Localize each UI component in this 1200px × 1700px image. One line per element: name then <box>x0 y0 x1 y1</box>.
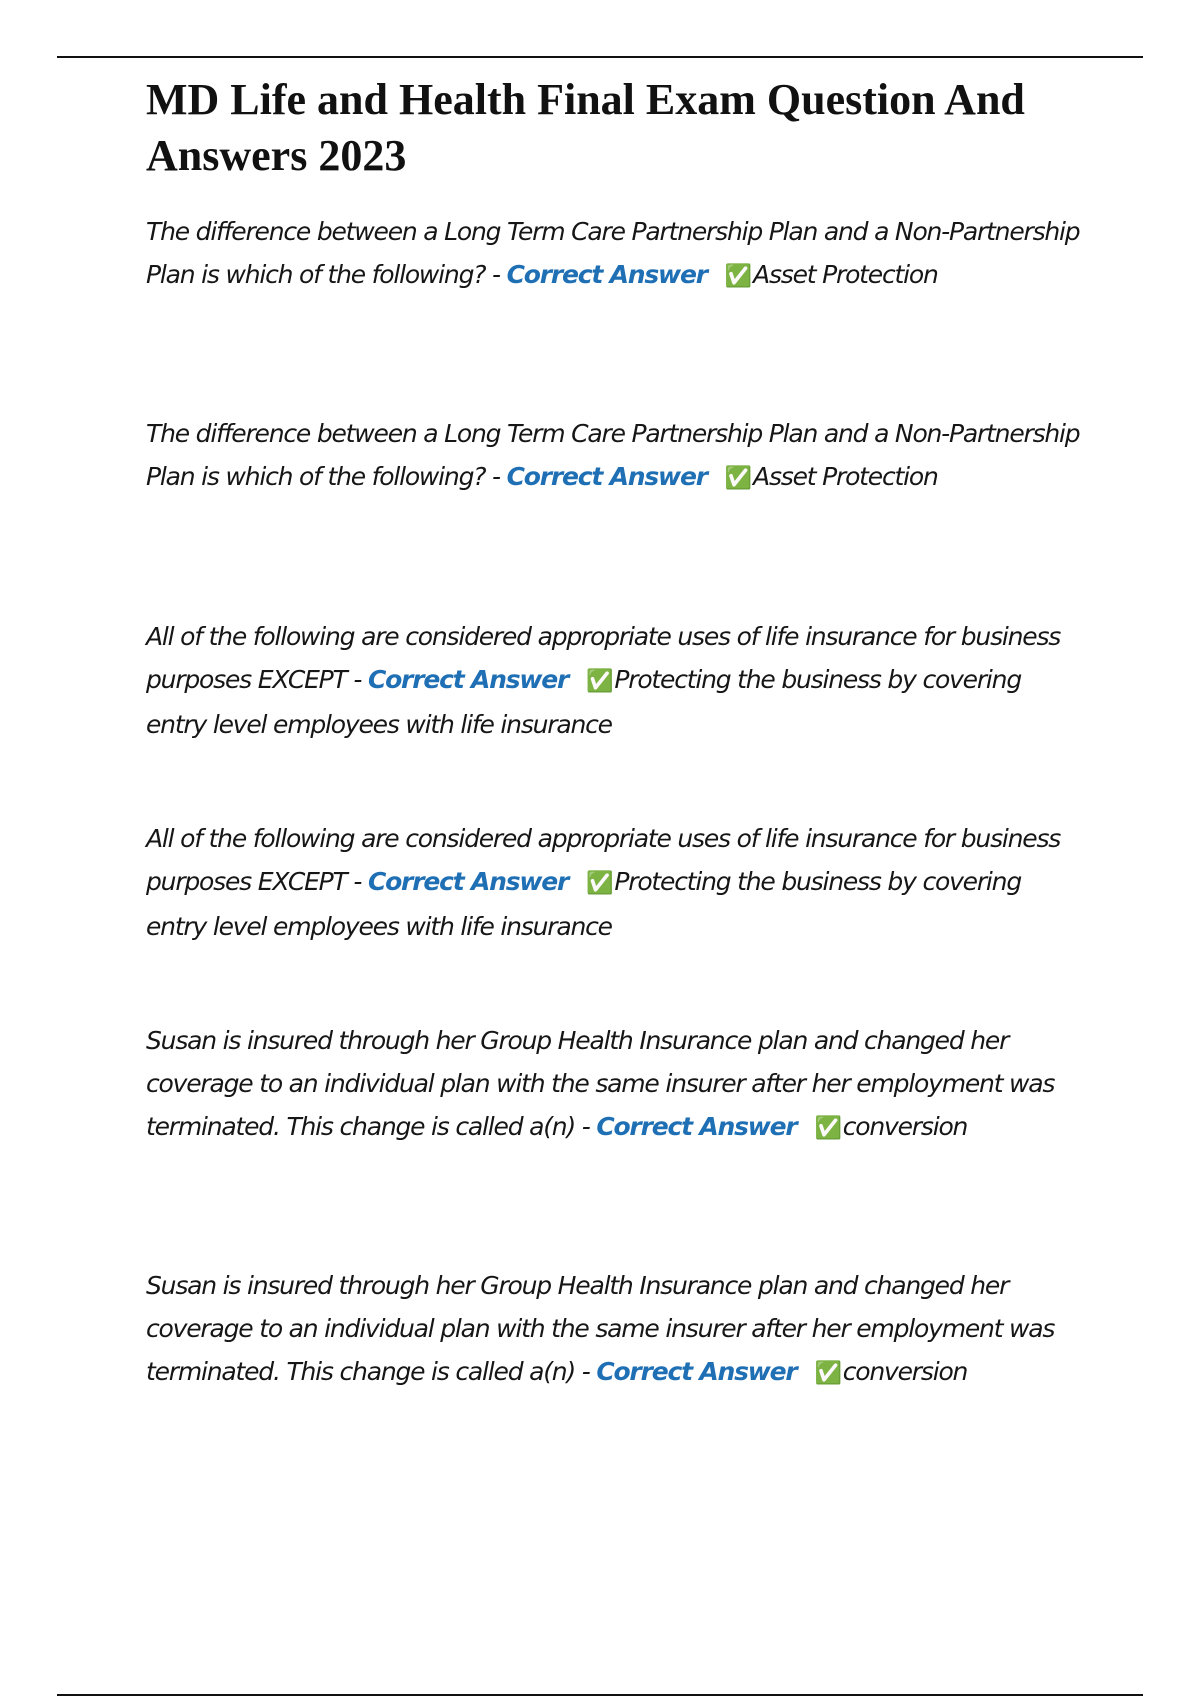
question-text: All of the following are considered appropriate uses of life insurance for business purposes EXCEPT - <box>146 824 1061 896</box>
correct-answer-label: Correct Answer <box>367 665 569 694</box>
qa-item-1 <box>146 210 1086 298</box>
question-text: The difference between a Long Term Care Partnership Plan and a Non-Partnership Plan is which of the following? - <box>146 217 1080 289</box>
question-text: The difference between a Long Term Care Partnership Plan and a Non-Partnership Plan is which of the following? - <box>146 419 1080 491</box>
correct-answer-label: Correct Answer <box>506 260 707 289</box>
answer-text: conversion <box>842 1357 968 1386</box>
answer-text: Protecting the business by covering entry level employees with life insurance <box>146 665 1021 739</box>
correct-answer-label: Correct Answer <box>367 867 569 896</box>
check-icon: ✅ <box>724 466 752 491</box>
check-icon: ✅ <box>586 669 613 694</box>
question-text: Susan is insured through her Group Health Insurance plan and changed her coverage to an individual plan with the same insurer after her employment was terminated. This change is called a(n) - <box>146 1271 1055 1386</box>
qa-item-6 <box>146 1264 1086 1395</box>
qa-item-4 <box>146 817 1086 948</box>
question-text: All of the following are considered appropriate uses of life insurance for business purposes EXCEPT - <box>146 622 1061 694</box>
check-icon: ✅ <box>586 871 613 896</box>
question-text: Susan is insured through her Group Health Insurance plan and changed her coverage to an individual plan with the same insurer after her employment was terminated. This change is called a(n) - <box>146 1026 1055 1141</box>
check-icon: ✅ <box>814 1361 841 1386</box>
correct-answer-label: Correct Answer <box>596 1357 797 1386</box>
bottom-rule <box>57 1694 1143 1696</box>
answer-text: conversion <box>842 1112 968 1141</box>
correct-answer-label: Correct Answer <box>596 1112 797 1141</box>
correct-answer-label: Correct Answer <box>506 462 707 491</box>
top-rule <box>57 56 1143 58</box>
answer-text: Asset Protection <box>753 462 938 491</box>
answer-text: Protecting the business by covering entry level employees with life insurance <box>146 867 1021 941</box>
document-title: MD Life and Health Final Exam Question And Answers 2023 <box>146 75 1025 180</box>
qa-item-2 <box>146 412 1086 500</box>
qa-item-5 <box>146 1019 1086 1150</box>
check-icon: ✅ <box>724 264 752 289</box>
check-icon: ✅ <box>814 1116 841 1141</box>
answer-text: Asset Protection <box>753 260 938 289</box>
qa-item-3 <box>146 615 1086 746</box>
